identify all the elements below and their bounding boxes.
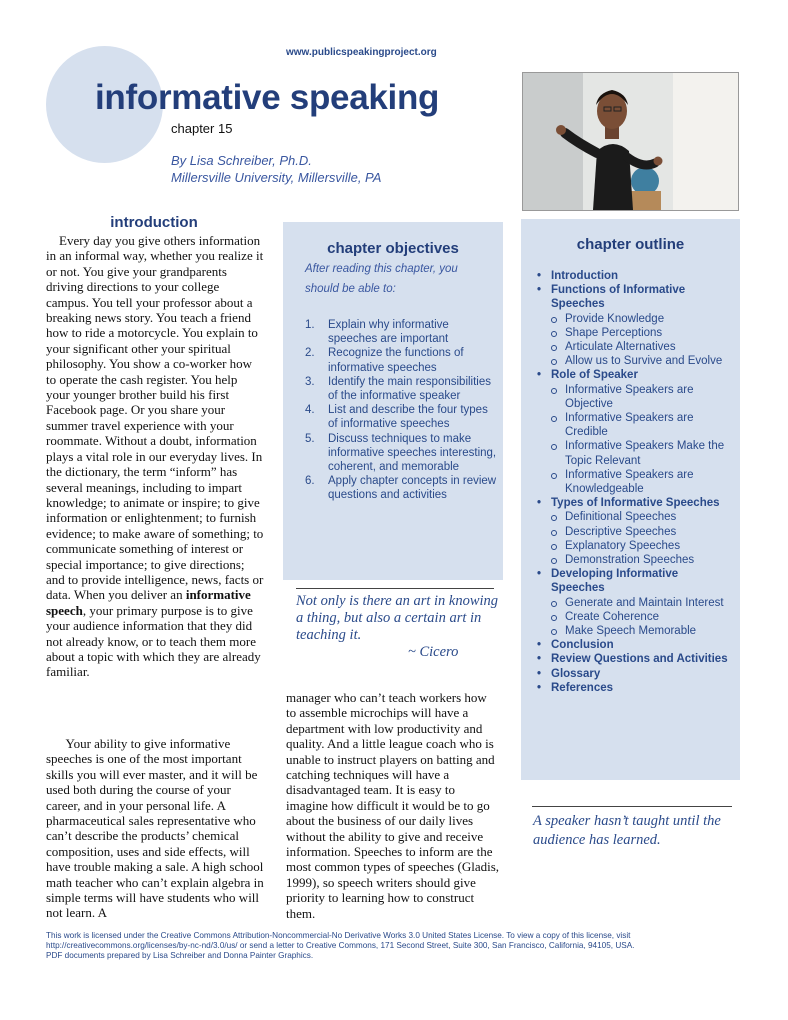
objective-number: 1. (305, 319, 315, 331)
objective-number: 5. (305, 432, 315, 445)
chapter-outline-panel (521, 219, 740, 780)
outline-subsection: Explanatory Speeches (537, 539, 734, 553)
license-footer (46, 931, 746, 962)
objective-item (305, 474, 500, 502)
teacher-photo (522, 72, 739, 211)
objectives-lead: After reading this chapter, you should be able to: (305, 263, 458, 295)
intro-p1-text: Every day you give others information in an informal way, whether you realize it or not. You give your grandparents driving directions to your college campus. You tell your professor about a breaking news story. You teach a friend how to ride a motorcycle. You explain to your significant other your spiritual philosophy. You show a co-worker how to operate the cash register. You help your younger brother build his first Facebook page. Or you share your summer travel experience with your roommate. Without a doubt, information plays a vital role in our everyday lives. In the dictionary, the term “inform” has several meanings, including to impart knowledge; to animate or inspire; to give information or enlightenment; to furnish evidence; to make aware of something; to communicate something of interest or special importance; to give directions; and to provide intelligence, news, facts or data. When you deliver an (46, 233, 264, 603)
license-address-line: http://creativecommons.org/licenses/by-nc-nd/3.0/us/ or send a letter to Creative Commons, 171 Second Street, Suite 300, San Francisco, California, 94105, USA. (46, 941, 635, 951)
objective-text: Identify the main responsibilities of the informative speaker (328, 375, 491, 403)
outline-section: • Glossary (537, 667, 734, 681)
outline-subsection: Generate and Maintain Interest (537, 596, 734, 610)
objective-number: 2. (305, 347, 315, 360)
outline-subsection: Informative Speakers Make the Topic Relevant (537, 439, 734, 467)
objective-item (305, 318, 500, 346)
quote-attribution: ~ Cicero (408, 644, 459, 660)
chapter-number: chapter 15 (171, 121, 233, 136)
author-block (171, 152, 381, 186)
objective-text: Apply chapter concepts in review questions and activities (328, 475, 497, 502)
site-url: www.publicspeakingproject.org (286, 47, 437, 58)
objective-number: 6. (305, 475, 315, 488)
outline-section: • References (537, 681, 734, 695)
cicero-quote (296, 593, 506, 661)
outline-subsection: Shape Perceptions (537, 326, 734, 340)
informative-speech-term: informative speech (46, 587, 251, 618)
outline-section: • Introduction (537, 269, 734, 283)
quote-divider (532, 806, 732, 807)
quote-text: Not only is there an art in knowing a thing, but also a certain art in teaching it. (296, 593, 499, 643)
outline-subsection: Create Coherence (537, 610, 734, 624)
author-name: By Lisa Schreiber, Ph.D. (171, 153, 312, 168)
objective-item (305, 403, 500, 431)
outline-subsection: Make Speech Memorable (537, 624, 734, 638)
intro-p1-continuation: , your primary purpose is to give your audience information that they did not already know, or to teach them more about a topic with which they are already familiar. (46, 602, 261, 680)
intro-p2-text: Your ability to give informative speeches is one of the most important skills you will ever master, and it will be used both during the course of your career, and in your personal life. A pharmaceutical sales representative who can’t describe the products’ chemical composition, uses and side effects, will have trouble making a sale. A high school math teacher who can’t explain algebra in simple terms will have students who will not learn. A (46, 736, 264, 921)
introduction-heading: introduction (110, 214, 198, 231)
outline-section: • Conclusion (537, 638, 734, 652)
outline-subsection: Articulate Alternatives (537, 340, 734, 354)
objective-item (305, 432, 500, 475)
chapter-objectives-panel (283, 222, 503, 580)
outline-section: • Developing Informative Speeches (537, 567, 734, 595)
intro-paragraph-1 (46, 233, 264, 680)
speaker-quote: A speaker hasn’t taught until the audience has learned. (533, 813, 721, 848)
objectives-list (305, 318, 500, 503)
objective-number: 4. (305, 404, 315, 417)
outline-subsection: Descriptive Speeches (537, 525, 734, 539)
outline-section: • Role of Speaker (537, 368, 734, 382)
objective-number: 3. (305, 375, 315, 388)
intro-paragraph-2 (46, 736, 264, 921)
objective-text: Recognize the functions of informative speeches (328, 347, 464, 374)
objective-item (305, 375, 500, 403)
objective-text: Discuss techniques to make informative speeches interesting, coherent, and memorable (328, 432, 497, 474)
outline-section: • Types of Informative Speeches (537, 496, 734, 510)
objective-item (305, 346, 500, 374)
outline-subsection: Informative Speakers are Knowledgeable (537, 468, 734, 496)
license-line: This work is licensed under the Creative Commons Attribution-Noncommercial-No Derivative Works 3.0 United States License. To view a copy of this license, visit (46, 931, 631, 940)
intro-paragraph-3: manager who can’t teach workers how to assemble microchips will have a department with low productivity and quality. And a little league coach who is unable to instruct players on batting and catching techniques will have a disadvantaged team. It is easy to imagine how difficult it would be to go about the business of our daily lives without the ability to give and receive information. Speeches to inform are the most common types of speeches (Gladis, 1999), so speech writers should give priority to learning how to construct them. (286, 690, 500, 921)
author-affiliation: Millersville University, Millersville, PA (171, 170, 382, 185)
outline-subsection: Definitional Speeches (537, 510, 734, 524)
outline-heading: chapter outline (576, 236, 685, 253)
outline-subsection: Allow us to Survive and Evolve (537, 354, 734, 368)
outline-section: • Functions of Informative Speeches (537, 283, 734, 311)
outline-subsection: Informative Speakers are Credible (537, 411, 734, 439)
outline-section: • Review Questions and Activities (537, 652, 734, 666)
teacher-illustration (523, 73, 738, 210)
objective-text: List and describe the four types of informative speeches (328, 404, 488, 431)
outline-list (537, 269, 734, 695)
outline-subsection: Demonstration Speeches (537, 553, 734, 567)
page-title: informative speaking (95, 78, 440, 117)
outline-subsection: Provide Knowledge (537, 312, 734, 326)
quote-divider (296, 588, 494, 589)
credits-line: PDF documents prepared by Lisa Schreiber and Donna Painter Graphics. (46, 951, 314, 961)
objective-text: Explain why informative speeches are important (328, 319, 449, 346)
outline-subsection: Informative Speakers are Objective (537, 383, 734, 411)
objectives-heading: chapter objectives (327, 240, 459, 257)
